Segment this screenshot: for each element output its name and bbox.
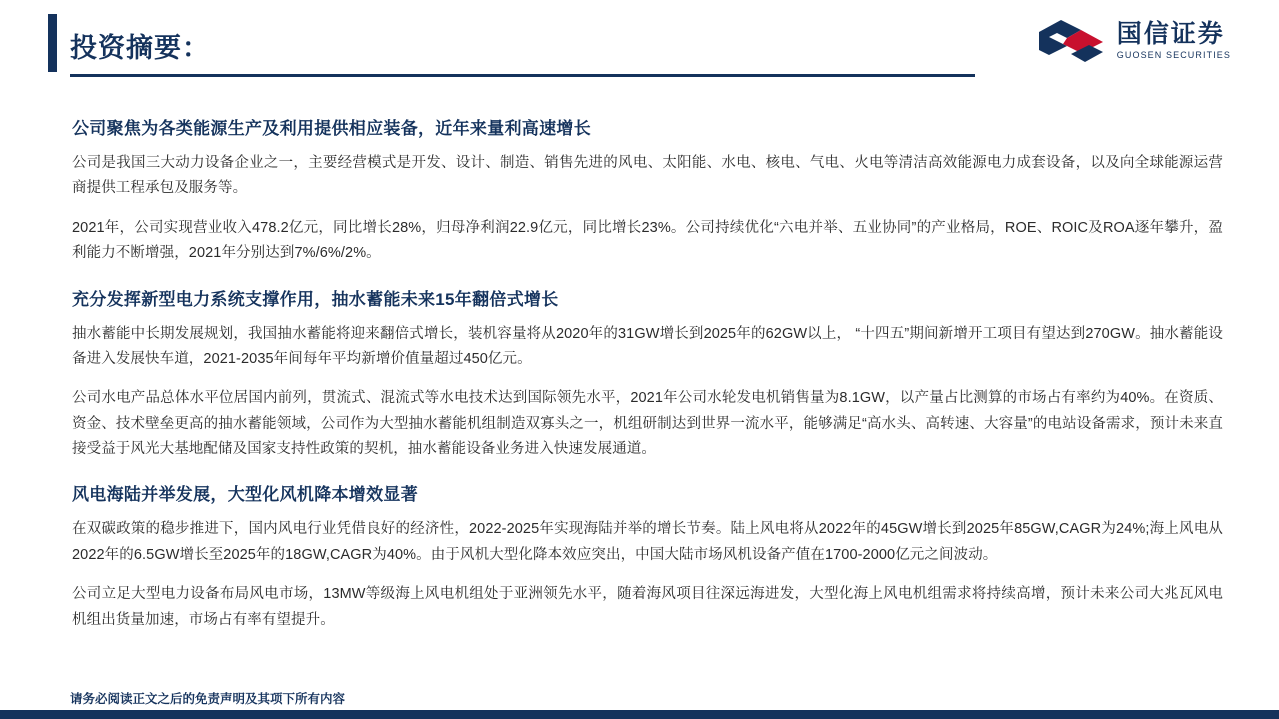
section-3 (0, 480, 1279, 633)
slide-header (0, 0, 1279, 90)
footer-disclaimer: 请务必阅读正文之后的免责声明及其项下所有内容 (70, 692, 346, 706)
section-2 (0, 285, 1279, 463)
slide-footer (0, 685, 1279, 719)
company-logo (1037, 18, 1231, 64)
section-1-paragraph-2: 2021年，公司实现营业收入478.2亿元，同比增长28%，归母净利润22.9亿元，同比增长23%。公司持续优化“六电并举、五业协同”的产业格局，ROE、ROIC及ROA逐年攀升，盈利能力不断增强，2021年分别达到7%/6%/2%。 (72, 219, 1223, 262)
logo-name-cn: 国信证券 (1116, 20, 1225, 48)
section-1-paragraph-1: 公司是我国三大动力设备企业之一，主要经营模式是开发、设计、制造、销售先进的风电、太阳能、水电、核电、气电、火电等清洁高效能源电力成套设备，以及向全球能源运营商提供工程承包及服务等。 (72, 155, 1223, 197)
title-accent-bar (48, 14, 57, 72)
slide-content (0, 96, 1279, 647)
section-2-paragraph-1: 抽水蓄能中长期发展规划，我国抽水蓄能将迎来翻倍式增长，装机容量将从2020年的31GW增长到2025年的62GW以上， “十四五”期间新增开工项目有望达到270GW。抽水蓄能设备进入发展快车道，2021-2035年间每年平均新增价值量超过450亿元。 (72, 325, 1223, 367)
page-title: 投资摘要： (70, 33, 210, 63)
section-1-heading: 公司聚焦为各类能源生产及利用提供相应装备，近年来量利高速增长 (72, 119, 591, 138)
footer-bar (0, 710, 1279, 719)
guosen-logo-mark-icon (1037, 18, 1107, 64)
logo-name-en: GUOSEN SECURITIES (1116, 50, 1231, 60)
header-divider (70, 74, 975, 77)
section-3-paragraph-1: 在双碳政策的稳步推进下，国内风电行业凭借良好的经济性，2022-2025年实现海陆并举的增长节奏。陆上风电将从2022年的45GW增长到2025年85GW,CAGR为24%;海上风电从2022年的6.5GW增长至2025年的18GW,CAGR为40%。由于风机大型化降本效应突出，中国大陆市场风机设备产值在1700-2000亿元之间波动。 (72, 521, 1224, 563)
section-1 (0, 114, 1279, 267)
section-2-paragraph-2: 公司水电产品总体水平位居国内前列，贯流式、混流式等水电技术达到国际领先水平，2021年公司水轮发电机销售量为8.1GW，以产量占比测算的市场占有率约为40%。在资质、资金、技术壁垒更高的抽水蓄能领域，公司作为大型抽水蓄能机组制造双寡头之一，机组研制达到世界一流水平，能够满足“高水头、高转速、大容量”的电站设备需求，预计未来直接受益于风光大基地配储及国家支持性政策的契机，抽水蓄能设备业务进入快速发展通道。 (72, 390, 1223, 457)
logo-text (1117, 22, 1231, 60)
section-3-heading: 风电海陆并举发展，大型化风机降本增效显著 (72, 485, 418, 505)
section-3-paragraph-2: 公司立足大型电力设备布局风电市场，13MW等级海上风电机组处于亚洲领先水平，随着海风项目往深远海进发，大型化海上风电机组需求将持续高增，预计未来公司大兆瓦风电机组出货量加速，市场占有率有望提升。 (72, 586, 1223, 628)
section-2-heading: 充分发挥新型电力系统支撑作用，抽水蓄能未来15年翻倍式增长 (72, 289, 559, 309)
